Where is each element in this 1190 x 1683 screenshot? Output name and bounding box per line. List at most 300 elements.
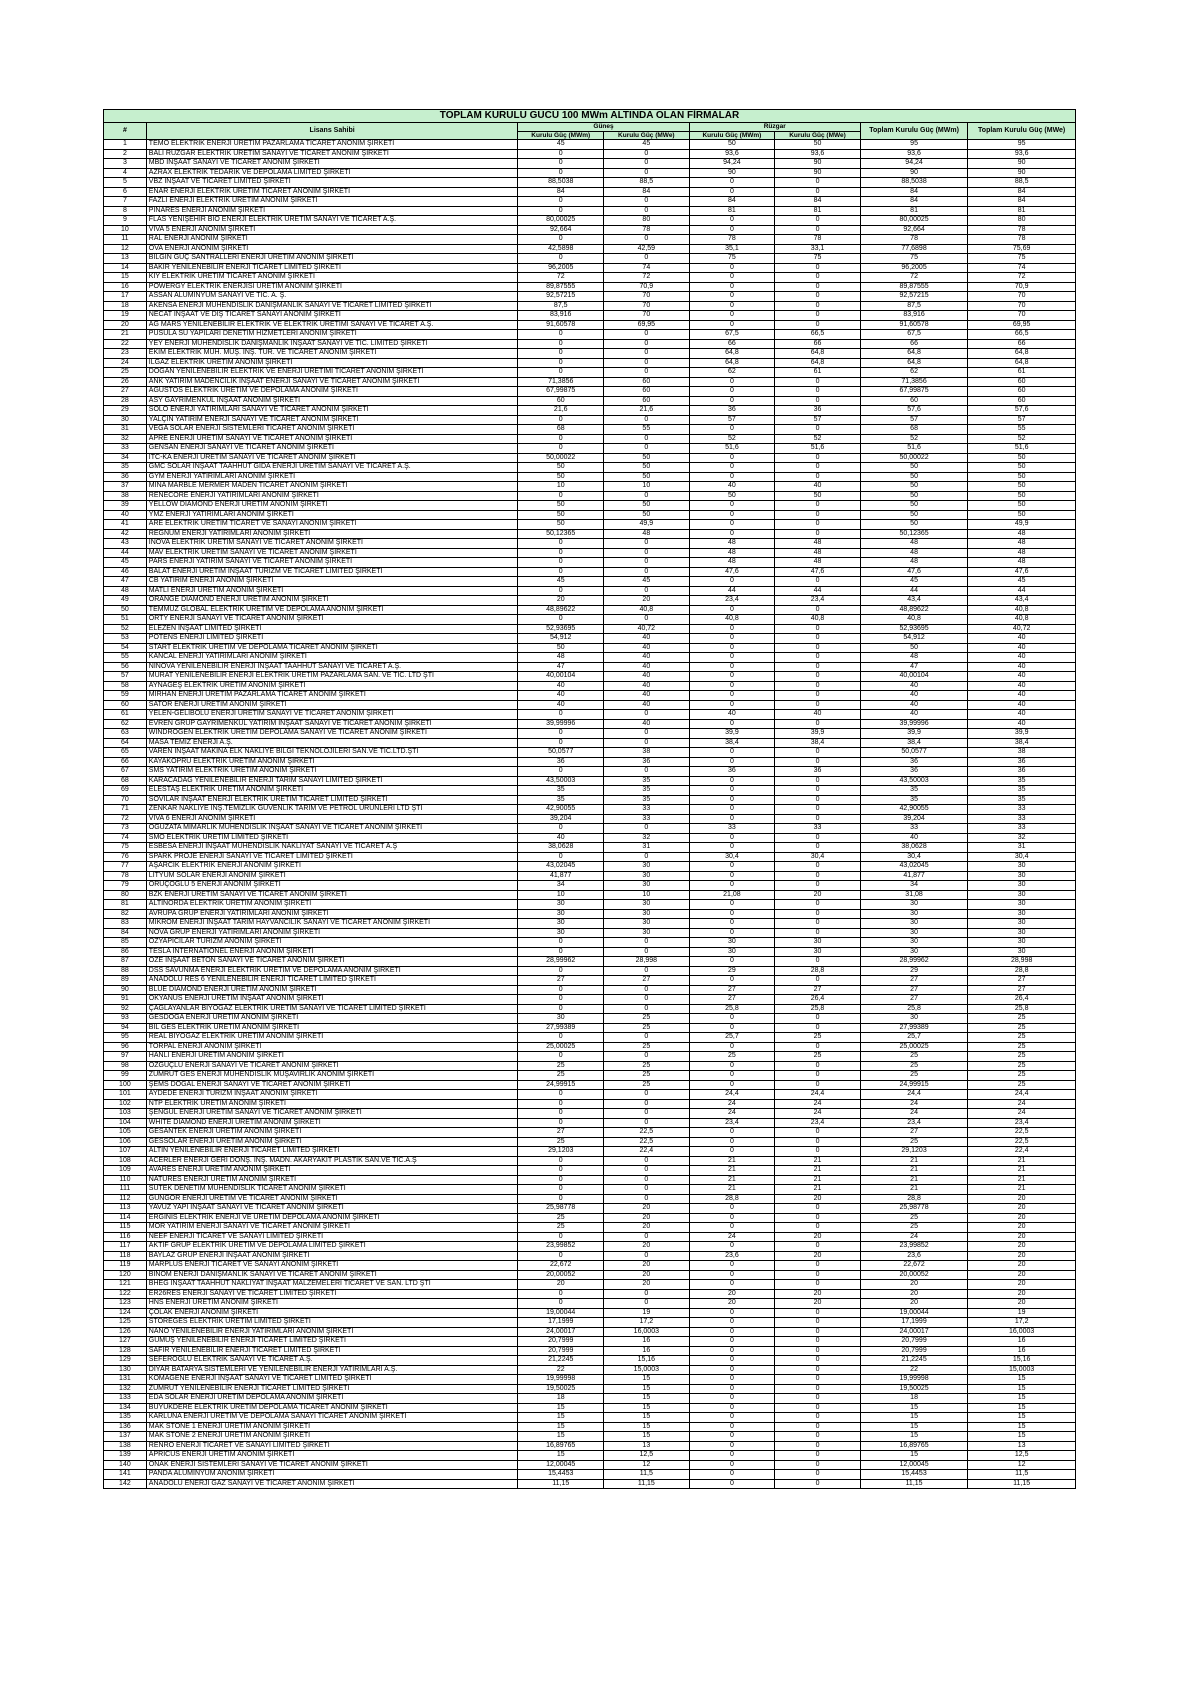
row-number: 124: [104, 1308, 147, 1318]
license-owner: KIY ELEKTRİK ÜRETİM TİCARET ANONİM ŞİRKETİ: [146, 273, 518, 283]
row-number: 133: [104, 1394, 147, 1404]
row-number: 97: [104, 1052, 147, 1062]
table-row: [104, 1033, 1076, 1043]
license-owner: AKENSA ENERJİ MÜHENDİSLİK DANIŞMANLIK SANAYİ VE TİCARET LİMİTED ŞİRKETİ: [146, 301, 518, 311]
wind-mwm: 36: [689, 406, 775, 416]
solar-mwm: 0: [518, 1299, 604, 1309]
row-number: 21: [104, 330, 147, 340]
solar-mwe: 25: [604, 1061, 690, 1071]
total-mwm: 52: [860, 434, 968, 444]
license-owner: FLAS YENİŞEHİR BİO ENERJİ ELEKTRİK ÜRETİM SANAYİ VE TİCARET A.Ş.: [146, 216, 518, 226]
total-mwe: 25,8: [968, 1004, 1076, 1014]
solar-mwm: 0: [518, 738, 604, 748]
row-number: 14: [104, 263, 147, 273]
solar-mwe: 32: [604, 833, 690, 843]
wind-mwe: 20: [775, 1194, 861, 1204]
wind-mwe: 0: [775, 1460, 861, 1470]
total-mwm: 30: [860, 928, 968, 938]
total-mwe: 28,8: [968, 966, 1076, 976]
solar-mwe: 0: [604, 1299, 690, 1309]
solar-mwm: 0: [518, 710, 604, 720]
total-mwm: 12,00045: [860, 1460, 968, 1470]
total-mwe: 66: [968, 339, 1076, 349]
license-owner: NEEF ENERJİ TİCARET VE SANAYİ LİMİTED ŞİRKETİ: [146, 1232, 518, 1242]
solar-mwm: 20,7999: [518, 1346, 604, 1356]
solar-mwm: 50: [518, 510, 604, 520]
header-license-owner: Lisans Sahibi: [146, 123, 518, 140]
wind-mwm: 28,8: [689, 1194, 775, 1204]
header-number: #: [104, 123, 147, 140]
row-number: 27: [104, 387, 147, 397]
row-number: 96: [104, 1042, 147, 1052]
total-mwm: 24,4: [860, 1090, 968, 1100]
wind-mwe: 0: [775, 1422, 861, 1432]
solar-mwe: 60: [604, 377, 690, 387]
license-owner: ASY GAYRİMENKUL İNŞAAT ANONİM ŞİRKETİ: [146, 396, 518, 406]
solar-mwe: 13: [604, 1441, 690, 1451]
total-mwe: 40: [968, 691, 1076, 701]
license-owner: OZE İNŞAAT BETON SANAYİ VE TİCARET ANONİM ŞİRKETİ: [146, 957, 518, 967]
table-body: [104, 140, 1076, 1489]
total-mwm: 36: [860, 767, 968, 777]
wind-mwe: 33,1: [775, 244, 861, 254]
wind-mwe: 0: [775, 1318, 861, 1328]
license-owner: ZENKAR NAKLİYE İNŞ.TEMİZLİK GÜVENLİK TARIM VE PETROL ÜRÜNLERİ LTD ŞTİ: [146, 805, 518, 815]
solar-mwe: 0: [604, 1118, 690, 1128]
table-row: [104, 947, 1076, 957]
wind-mwe: 0: [775, 634, 861, 644]
solar-mwe: 0: [604, 168, 690, 178]
header-total-mwe: Toplam Kurulu Güç (MWe): [968, 123, 1076, 140]
solar-mwe: 84: [604, 187, 690, 197]
solar-mwm: 0: [518, 159, 604, 169]
total-mwe: 20: [968, 1204, 1076, 1214]
total-mwe: 25: [968, 1080, 1076, 1090]
wind-mwe: 0: [775, 1223, 861, 1233]
license-owner: ÖZGÜÇLÜ ENERJİ SANAYİ VE TİCARET ANONİM ŞİRKETİ: [146, 1061, 518, 1071]
table-row: [104, 1365, 1076, 1375]
wind-mwe: 0: [775, 472, 861, 482]
solar-mwe: 70: [604, 311, 690, 321]
solar-mwm: 20: [518, 1280, 604, 1290]
row-number: 104: [104, 1118, 147, 1128]
solar-mwe: 20: [604, 596, 690, 606]
total-mwe: 39,9: [968, 729, 1076, 739]
total-mwe: 60: [968, 387, 1076, 397]
total-mwe: 90: [968, 159, 1076, 169]
solar-mwe: 11,5: [604, 1470, 690, 1480]
license-owner: NECAT İNŞAAT VE DIŞ TİCARET SANAYİ ANONİM ŞİRKETİ: [146, 311, 518, 321]
solar-mwm: 30: [518, 900, 604, 910]
solar-mwe: 50: [604, 453, 690, 463]
wind-mwm: 23,4: [689, 1118, 775, 1128]
wind-mwm: 0: [689, 320, 775, 330]
solar-mwm: 50,0577: [518, 748, 604, 758]
solar-mwm: 22: [518, 1365, 604, 1375]
wind-mwm: 35,1: [689, 244, 775, 254]
wind-mwe: 21: [775, 1166, 861, 1176]
row-number: 56: [104, 662, 147, 672]
solar-mwm: 68: [518, 425, 604, 435]
solar-mwm: 0: [518, 1194, 604, 1204]
total-mwe: 50: [968, 482, 1076, 492]
total-mwm: 68: [860, 425, 968, 435]
table-row: [104, 434, 1076, 444]
license-owner: VİVA 5 ENERJİ ANONİM ŞİRKETİ: [146, 225, 518, 235]
license-owner: MAV ELEKTRİK ÜRETİM SANAYİ VE TİCARET ANONİM ŞİRKETİ: [146, 548, 518, 558]
total-mwe: 80: [968, 216, 1076, 226]
solar-mwe: 0: [604, 415, 690, 425]
total-mwm: 22,672: [860, 1261, 968, 1271]
solar-mwe: 42,59: [604, 244, 690, 254]
row-number: 115: [104, 1223, 147, 1233]
total-mwm: 91,60578: [860, 320, 968, 330]
total-mwm: 64,8: [860, 349, 968, 359]
total-mwe: 52: [968, 434, 1076, 444]
license-owner: PARS ENERJİ YATIRIM SANAYİ VE TİCARET ANONİM ŞİRKETİ: [146, 558, 518, 568]
row-number: 137: [104, 1432, 147, 1442]
wind-mwe: 25,8: [775, 1004, 861, 1014]
total-mwm: 25,7: [860, 1033, 968, 1043]
wind-mwm: 94,24: [689, 159, 775, 169]
table-row: [104, 919, 1076, 929]
license-owner: ŞENGÜL ENERJİ ÜRETİM SANAYİ VE TİCARET ANONİM ŞİRKETİ: [146, 1109, 518, 1119]
solar-mwm: 17,1999: [518, 1318, 604, 1328]
table-row: [104, 681, 1076, 691]
solar-mwe: 60: [604, 396, 690, 406]
wind-mwm: 0: [689, 605, 775, 615]
total-mwe: 24: [968, 1109, 1076, 1119]
solar-mwe: 15,0003: [604, 1365, 690, 1375]
total-mwm: 50: [860, 463, 968, 473]
row-number: 109: [104, 1166, 147, 1176]
wind-mwm: 30: [689, 947, 775, 957]
total-mwe: 20: [968, 1280, 1076, 1290]
total-mwm: 36: [860, 757, 968, 767]
total-mwm: 17,1999: [860, 1318, 968, 1328]
table-row: [104, 548, 1076, 558]
row-number: 111: [104, 1185, 147, 1195]
total-mwe: 70,9: [968, 282, 1076, 292]
table-row: [104, 795, 1076, 805]
total-mwe: 25: [968, 1023, 1076, 1033]
wind-mwm: 25,8: [689, 1004, 775, 1014]
wind-mwm: 0: [689, 178, 775, 188]
license-owner: ÇOLAK ENERJİ ANONİM ŞİRKETİ: [146, 1308, 518, 1318]
row-number: 63: [104, 729, 147, 739]
table-row: [104, 1061, 1076, 1071]
total-mwe: 30: [968, 947, 1076, 957]
table-row: [104, 187, 1076, 197]
solar-mwe: 40: [604, 681, 690, 691]
solar-mwe: 50: [604, 463, 690, 473]
solar-mwm: 0: [518, 539, 604, 549]
table-row: [104, 928, 1076, 938]
table-row: [104, 757, 1076, 767]
total-mwe: 12: [968, 1460, 1076, 1470]
total-mwm: 24: [860, 1109, 968, 1119]
table-row: [104, 596, 1076, 606]
wind-mwm: 0: [689, 928, 775, 938]
total-mwe: 13: [968, 1441, 1076, 1451]
total-mwe: 40: [968, 710, 1076, 720]
solar-mwe: 0: [604, 995, 690, 1005]
total-mwm: 23,99852: [860, 1242, 968, 1252]
wind-mwm: 0: [689, 311, 775, 321]
solar-mwm: 36: [518, 757, 604, 767]
wind-mwe: 0: [775, 1061, 861, 1071]
wind-mwm: 0: [689, 1318, 775, 1328]
solar-mwm: 60: [518, 396, 604, 406]
total-mwe: 48: [968, 548, 1076, 558]
total-mwe: 40,8: [968, 615, 1076, 625]
solar-mwm: 0: [518, 1251, 604, 1261]
wind-mwe: 44: [775, 586, 861, 596]
total-mwm: 50: [860, 491, 968, 501]
total-mwe: 30: [968, 862, 1076, 872]
wind-mwm: 40,8: [689, 615, 775, 625]
row-number: 130: [104, 1365, 147, 1375]
solar-mwe: 70,9: [604, 282, 690, 292]
total-mwm: 72: [860, 273, 968, 283]
row-number: 83: [104, 919, 147, 929]
total-mwe: 35: [968, 776, 1076, 786]
solar-mwm: 22,672: [518, 1261, 604, 1271]
total-mwm: 19,50025: [860, 1384, 968, 1394]
table-row: [104, 197, 1076, 207]
solar-mwm: 15: [518, 1451, 604, 1461]
solar-mwm: 0: [518, 995, 604, 1005]
row-number: 106: [104, 1137, 147, 1147]
row-number: 126: [104, 1327, 147, 1337]
wind-mwm: 0: [689, 1042, 775, 1052]
solar-mwm: 50: [518, 501, 604, 511]
row-number: 121: [104, 1280, 147, 1290]
wind-mwm: 21,08: [689, 890, 775, 900]
wind-mwe: 0: [775, 672, 861, 682]
wind-mwe: 0: [775, 805, 861, 815]
table-row: [104, 168, 1076, 178]
wind-mwe: 39,9: [775, 729, 861, 739]
wind-mwm: 0: [689, 520, 775, 530]
row-number: 68: [104, 776, 147, 786]
wind-mwm: 0: [689, 1413, 775, 1423]
solar-mwe: 0: [604, 1090, 690, 1100]
total-mwe: 17,2: [968, 1318, 1076, 1328]
total-mwm: 28,8: [860, 1194, 968, 1204]
license-owner: BAKIR YENİLENEBİLİR ENERJİ TİCARET LİMİTED ŞİRKETİ: [146, 263, 518, 273]
wind-mwm: 57: [689, 415, 775, 425]
license-owner: BİLGİN GÜÇ SANTRALLERİ ENERJİ ÜRETİM ANONİM ŞİRKETİ: [146, 254, 518, 264]
solar-mwe: 20: [604, 1261, 690, 1271]
table-row: [104, 1479, 1076, 1489]
wind-mwm: 0: [689, 1308, 775, 1318]
row-number: 73: [104, 824, 147, 834]
solar-mwe: 30: [604, 871, 690, 881]
total-mwe: 38: [968, 748, 1076, 758]
solar-mwe: 0: [604, 767, 690, 777]
total-mwe: 36: [968, 767, 1076, 777]
table-row: [104, 254, 1076, 264]
table-row: [104, 1384, 1076, 1394]
solar-mwm: 20,00052: [518, 1270, 604, 1280]
license-owner: ORANGE DIAMOND ENERJİ ÜRETİM ANONİM ŞİRKETİ: [146, 596, 518, 606]
total-mwm: 15: [860, 1403, 968, 1413]
total-mwe: 24,4: [968, 1090, 1076, 1100]
solar-mwe: 21,6: [604, 406, 690, 416]
wind-mwm: 0: [689, 1327, 775, 1337]
solar-mwe: 15: [604, 1403, 690, 1413]
total-mwe: 20: [968, 1270, 1076, 1280]
license-owner: ENAR ENERJİ ELEKTRİK ÜRETİM TİCARET ANONİM ŞİRKETİ: [146, 187, 518, 197]
solar-mwm: 43,50003: [518, 776, 604, 786]
total-mwm: 57: [860, 415, 968, 425]
total-mwm: 93,6: [860, 149, 968, 159]
total-mwe: 81: [968, 206, 1076, 216]
solar-mwm: 16,89765: [518, 1441, 604, 1451]
solar-mwm: 67,99875: [518, 387, 604, 397]
table-row: [104, 472, 1076, 482]
table-row: [104, 1166, 1076, 1176]
total-mwe: 15,16: [968, 1356, 1076, 1366]
wind-mwe: 20: [775, 1232, 861, 1242]
solar-mwm: 0: [518, 444, 604, 454]
total-mwe: 40: [968, 700, 1076, 710]
total-mwm: 25: [860, 1052, 968, 1062]
solar-mwm: 0: [518, 254, 604, 264]
solar-mwm: 27: [518, 976, 604, 986]
wind-mwm: 23,6: [689, 1251, 775, 1261]
wind-mwm: 62: [689, 368, 775, 378]
solar-mwe: 0: [604, 206, 690, 216]
solar-mwe: 40: [604, 700, 690, 710]
wind-mwe: 61: [775, 368, 861, 378]
solar-mwe: 0: [604, 444, 690, 454]
wind-mwe: 0: [775, 463, 861, 473]
total-mwe: 21: [968, 1156, 1076, 1166]
total-mwm: 25: [860, 1137, 968, 1147]
total-mwm: 47: [860, 662, 968, 672]
solar-mwe: 50: [604, 501, 690, 511]
wind-mwm: 0: [689, 1337, 775, 1347]
row-number: 46: [104, 567, 147, 577]
wind-mwm: 0: [689, 1270, 775, 1280]
wind-mwm: 0: [689, 881, 775, 891]
table-row: [104, 358, 1076, 368]
total-mwe: 78: [968, 235, 1076, 245]
total-mwm: 67,5: [860, 330, 968, 340]
row-number: 1: [104, 140, 147, 150]
solar-mwe: 0: [604, 491, 690, 501]
wind-mwe: 0: [775, 396, 861, 406]
total-mwe: 40,72: [968, 624, 1076, 634]
wind-mwe: 48: [775, 548, 861, 558]
solar-mwm: 0: [518, 368, 604, 378]
total-mwe: 30: [968, 871, 1076, 881]
total-mwm: 43,4: [860, 596, 968, 606]
solar-mwe: 15: [604, 1422, 690, 1432]
row-number: 125: [104, 1318, 147, 1328]
solar-mwm: 0: [518, 1033, 604, 1043]
total-mwm: 25,00025: [860, 1042, 968, 1052]
license-owner: HNS ENERJİ ÜRETİM ANONİM ŞİRKETİ: [146, 1299, 518, 1309]
license-owner: KANCAL ENERJİ YATIRIMLARI ANONİM ŞİRKETİ: [146, 653, 518, 663]
row-number: 12: [104, 244, 147, 254]
total-mwm: 87,5: [860, 301, 968, 311]
solar-mwm: 0: [518, 330, 604, 340]
total-mwe: 40,8: [968, 605, 1076, 615]
total-mwe: 50: [968, 510, 1076, 520]
solar-mwe: 88,5: [604, 178, 690, 188]
wind-mwm: 0: [689, 1432, 775, 1442]
license-owner: GESANTEK ENERJİ ÜRETİM ANONİM ŞİRKETİ: [146, 1128, 518, 1138]
table-row: [104, 748, 1076, 758]
license-owner: REGNUM ENERJİ YATIRIMLARI ANONİM ŞİRKETİ: [146, 529, 518, 539]
wind-mwm: 29: [689, 966, 775, 976]
table-row: [104, 1080, 1076, 1090]
solar-mwe: 78: [604, 225, 690, 235]
table-row: [104, 510, 1076, 520]
total-mwm: 27,99389: [860, 1023, 968, 1033]
license-owner: OKYANUS ENERJİ ÜRETİM İNŞAAT ANONİM ŞİRKETİ: [146, 995, 518, 1005]
wind-mwe: 0: [775, 501, 861, 511]
wind-mwe: 30: [775, 938, 861, 948]
table-row: [104, 767, 1076, 777]
total-mwm: 15: [860, 1451, 968, 1461]
total-mwm: 24,99915: [860, 1080, 968, 1090]
solar-mwm: 40: [518, 691, 604, 701]
total-mwe: 21: [968, 1185, 1076, 1195]
wind-mwe: 48: [775, 539, 861, 549]
solar-mwm: 92,664: [518, 225, 604, 235]
table-row: [104, 1052, 1076, 1062]
row-number: 28: [104, 396, 147, 406]
solar-mwm: 30: [518, 928, 604, 938]
wind-mwm: 52: [689, 434, 775, 444]
table-row: [104, 833, 1076, 843]
license-owner: ERGİNİS ELEKTRİK ENERJİ VE ÜRETİM DEPOLAMA ANONİM ŞİRKETİ: [146, 1213, 518, 1223]
solar-mwm: 45: [518, 577, 604, 587]
solar-mwm: 18: [518, 1394, 604, 1404]
solar-mwe: 40: [604, 643, 690, 653]
solar-mwm: 50: [518, 472, 604, 482]
wind-mwe: 0: [775, 1147, 861, 1157]
wind-mwm: 0: [689, 1071, 775, 1081]
wind-mwm: 0: [689, 453, 775, 463]
total-mwe: 30: [968, 928, 1076, 938]
solar-mwe: 0: [604, 539, 690, 549]
wind-mwe: 0: [775, 1479, 861, 1489]
wind-mwm: 51,6: [689, 444, 775, 454]
solar-mwe: 25: [604, 1042, 690, 1052]
table-row: [104, 1204, 1076, 1214]
total-mwe: 40: [968, 681, 1076, 691]
wind-mwe: 0: [775, 1270, 861, 1280]
license-owner: VAREN İNŞAAT MAKİNA ELK NAKLİYE BİLGİ TEKNOLOJİLERİ SAN.VE TİC.LTD.ŞTİ: [146, 748, 518, 758]
solar-mwe: 0: [604, 738, 690, 748]
row-number: 92: [104, 1004, 147, 1014]
table-row: [104, 938, 1076, 948]
table-row: [104, 909, 1076, 919]
solar-mwm: 0: [518, 1004, 604, 1014]
total-mwe: 27: [968, 976, 1076, 986]
solar-mwe: 15: [604, 1394, 690, 1404]
solar-mwm: 0: [518, 1175, 604, 1185]
solar-mwm: 15: [518, 1432, 604, 1442]
row-number: 79: [104, 881, 147, 891]
wind-mwe: 0: [775, 311, 861, 321]
table-row: [104, 1042, 1076, 1052]
